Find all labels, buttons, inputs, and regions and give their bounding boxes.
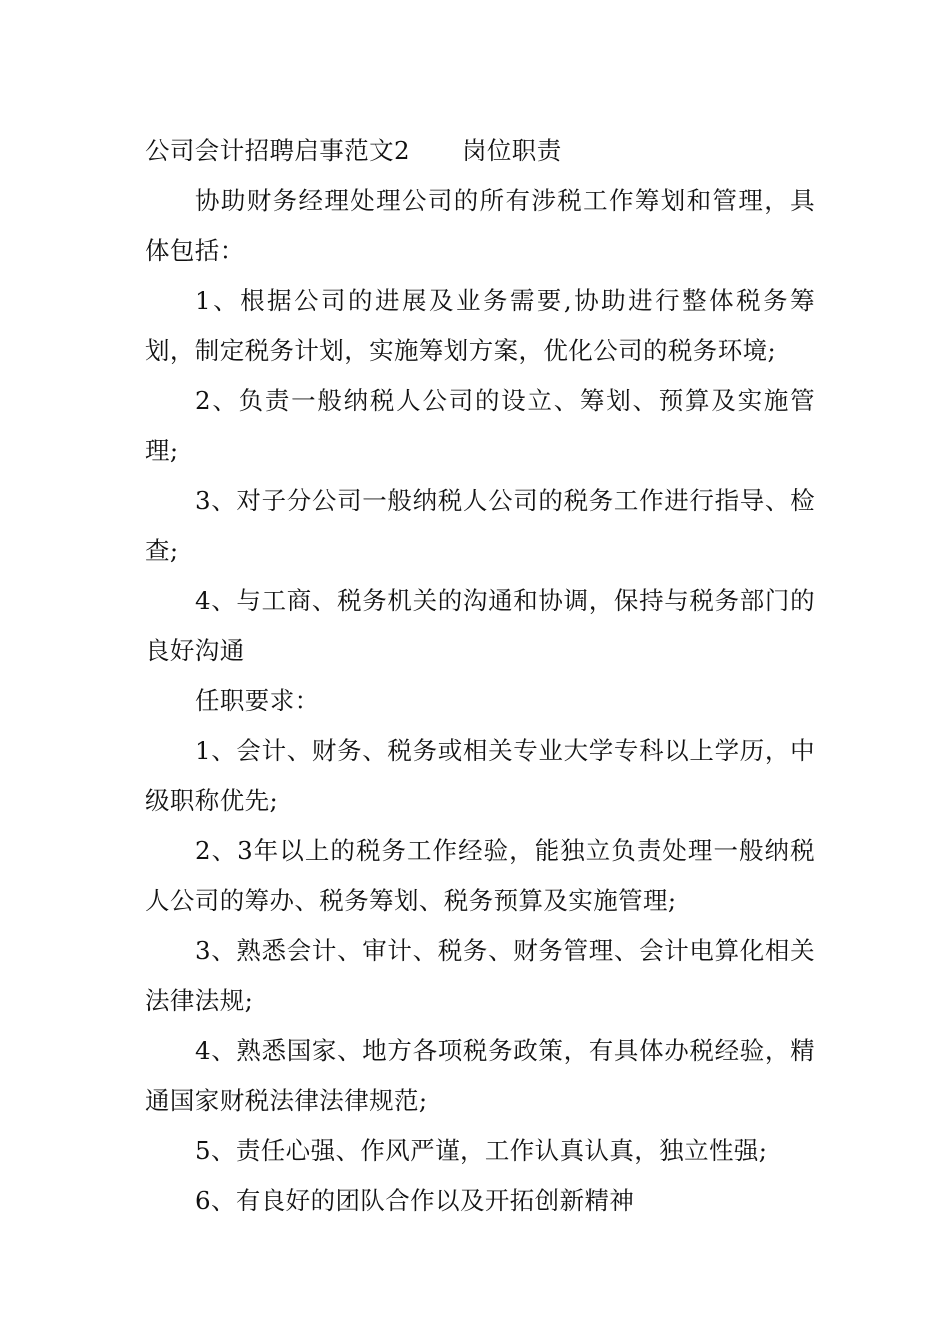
requirement-item-6: 6、有良好的团队合作以及开拓创新精神 [195,1186,635,1215]
requirement-item-4: 4、熟悉国家、地方各项税务政策，有具体办税经验，精通国家财税法律法律规范; [145,1036,815,1115]
requirement-item-2: 2、3年以上的税务工作经验，能独立负责处理一般纳税人公司的筹办、税务筹划、税务预算及实施管理; [145,836,815,915]
section-heading-duties: 岗位职责 [462,136,562,165]
document-title: 公司会计招聘启事范文2 [145,136,410,165]
duty-item-2: 2、负责一般纳税人公司的设立、筹划、预算及实施管理; [145,386,815,465]
section-heading-requirements: 任职要求： [195,686,320,715]
requirement-item-1: 1、会计、财务、税务或相关专业大学专科以上学历，中级职称优先; [145,736,815,815]
requirement-item-3: 3、熟悉会计、审计、税务、财务管理、会计电算化相关法律法规; [145,936,815,1015]
document-body [145,126,815,1226]
duty-item-4: 4、与工商、税务机关的沟通和协调，保持与税务部门的良好沟通 [145,586,815,665]
duty-item-1: 1、根据公司的进展及业务需要,协助进行整体税务筹划，制定税务计划，实施筹划方案，优化公司的税务环境; [145,286,815,365]
duty-item-3: 3、对子分公司一般纳税人公司的税务工作进行指导、检查; [145,486,815,565]
paragraph-intro: 协助财务经理处理公司的所有涉税工作筹划和管理，具体包括： [145,186,815,265]
document-heading-line [145,126,815,176]
requirement-item-5: 5、责任心强、作风严谨，工作认真认真，独立性强; [195,1136,768,1165]
